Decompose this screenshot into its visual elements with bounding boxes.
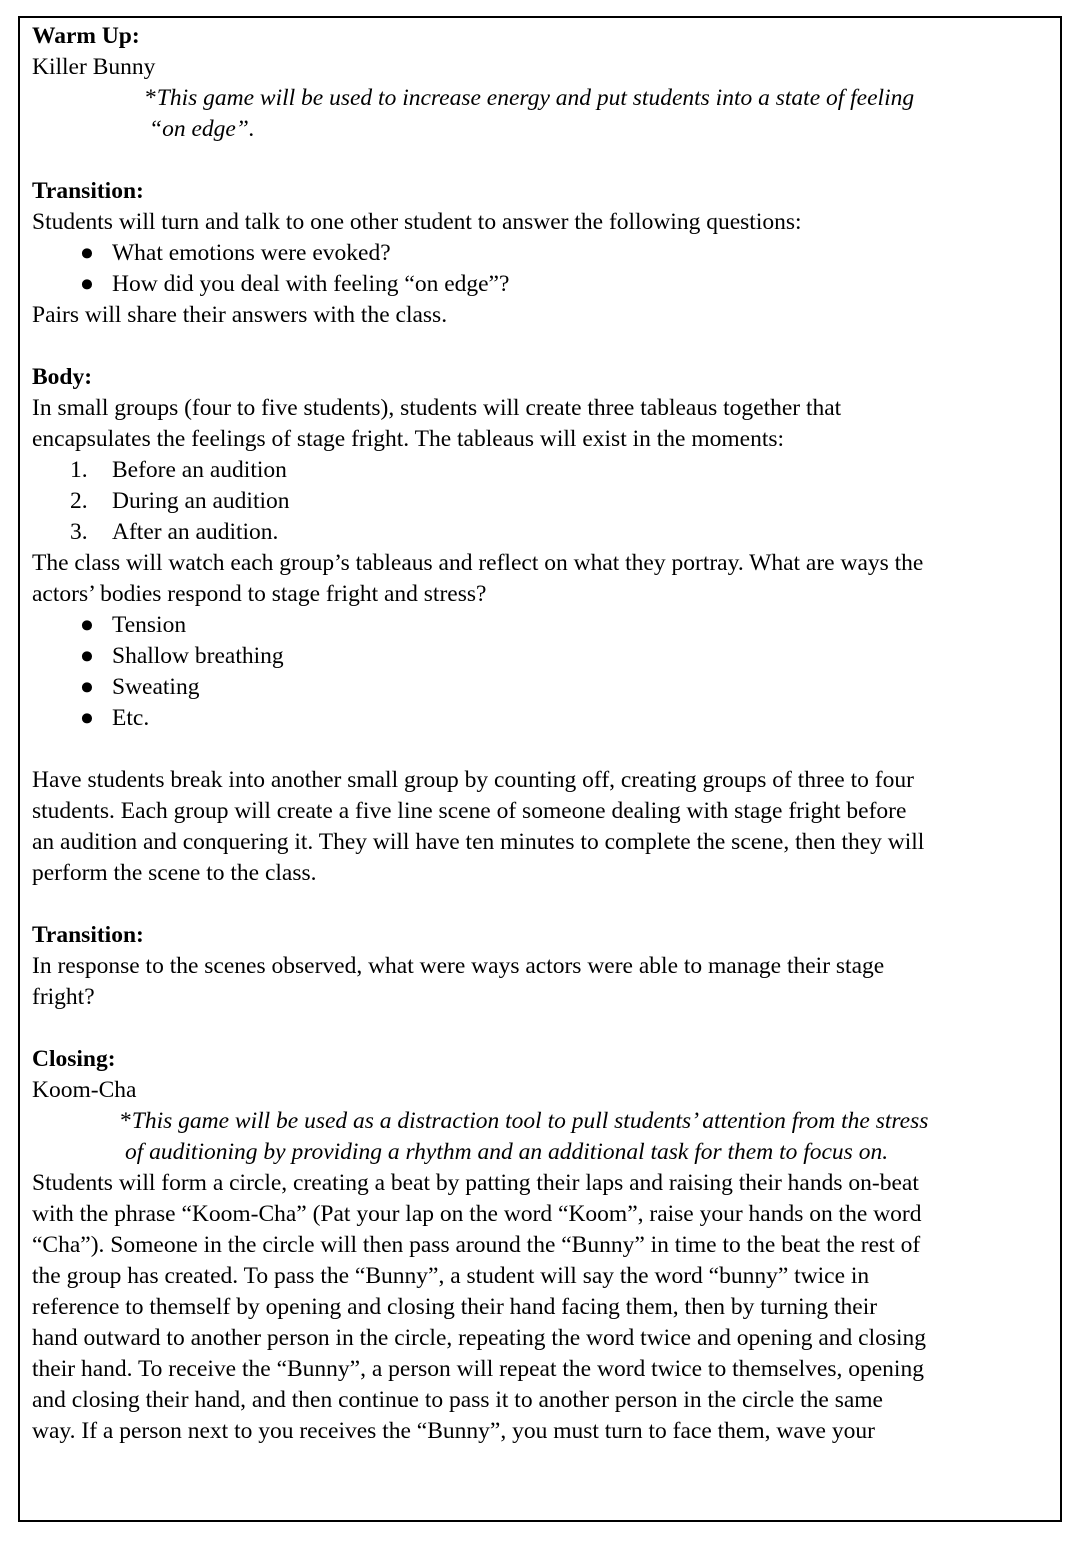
moment-list-item	[32, 486, 1056, 517]
bullet-icon: ●	[79, 612, 95, 638]
body-reflect-line: actors’ bodies respond to stage fright and stress?	[32, 581, 487, 607]
question-text: How did you deal with feeling “on edge”?	[112, 271, 510, 297]
closing-line: way. If a person next to you receives the “Bunny”, you must turn to face them, wave your	[32, 1418, 875, 1444]
transition-outro: Pairs will share their answers with the class.	[32, 302, 448, 328]
bullet-icon: ●	[79, 705, 95, 731]
closing-line: with the phrase “Koom-Cha” (Pat your lap on the word “Koom”, raise your hands on the word	[32, 1201, 922, 1227]
closing-line: hand outward to another person in the circle, repeating the word twice and opening and closing	[32, 1325, 927, 1351]
closing-note-star: *	[120, 1108, 132, 1134]
moment-text: After an audition.	[112, 519, 279, 545]
warmup-heading: Warm Up:	[32, 23, 140, 49]
closing-note-line-2: of auditioning by providing a rhythm and an additional task for them to focus on.	[125, 1139, 889, 1165]
question-list-item	[32, 238, 1056, 269]
moment-text: Before an audition	[112, 457, 287, 483]
body-reflect-line: The class will watch each group’s tableaus and reflect on what they portray. What are ways the	[32, 550, 924, 576]
warmup-note-text-1: This game will be used to increase energy and put students into a state of feeling	[156, 85, 915, 111]
closing-line: and closing their hand, and then continue to pass it to another person in the circle the same	[32, 1387, 883, 1413]
list-number: 3.	[70, 519, 88, 545]
moment-list-item	[32, 517, 1056, 548]
transition-intro: Students will turn and talk to one other student to answer the following questions:	[32, 209, 802, 235]
warmup-game-name: Killer Bunny	[32, 54, 156, 80]
question-text: What emotions were evoked?	[112, 240, 391, 266]
response-list-item	[32, 610, 1056, 641]
question-list-item	[32, 269, 1056, 300]
body-intro-line: encapsulates the feelings of stage fright. The tableaus will exist in the moments:	[32, 426, 785, 452]
list-number: 1.	[70, 457, 88, 483]
response-text: Shallow breathing	[112, 643, 284, 669]
body-scene-line: perform the scene to the class.	[32, 860, 317, 886]
transition-heading: Transition:	[32, 178, 144, 204]
moment-list-item	[32, 455, 1056, 486]
closing-line: reference to themself by opening and closing their hand facing them, then by turning their	[32, 1294, 878, 1320]
transition-heading: Transition:	[32, 922, 144, 948]
document-page	[18, 16, 1062, 1522]
list-number: 2.	[70, 488, 88, 514]
warmup-note-line-2: “on edge”.	[149, 116, 255, 142]
closing-heading: Closing:	[32, 1046, 116, 1072]
bullet-icon: ●	[79, 674, 95, 700]
closing-line: “Cha”). Someone in the circle will then pass around the “Bunny” in time to the beat the rest of	[32, 1232, 921, 1258]
closing-line: the group has created. To pass the “Bunny”, a student will say the word “bunny” twice in	[32, 1263, 870, 1289]
document-content	[32, 21, 1056, 1447]
closing-game-name: Koom-Cha	[32, 1077, 137, 1103]
response-text: Etc.	[112, 705, 150, 731]
closing-line: Students will form a circle, creating a beat by patting their laps and raising their hands on-beat	[32, 1170, 919, 1196]
response-list-item	[32, 672, 1056, 703]
transition-line: fright?	[32, 984, 95, 1010]
body-heading: Body:	[32, 364, 93, 390]
response-list-item	[32, 641, 1056, 672]
body-scene-line: students. Each group will create a five line scene of someone dealing with stage fright before	[32, 798, 907, 824]
bullet-icon: ●	[79, 240, 95, 266]
response-text: Tension	[112, 612, 187, 638]
response-text: Sweating	[112, 674, 200, 700]
closing-note-text-1: This game will be used as a distraction tool to pull students’ attention from the stress	[131, 1108, 929, 1134]
closing-line: their hand. To receive the “Bunny”, a person will repeat the word twice to themselves, opening	[32, 1356, 924, 1382]
bullet-icon: ●	[79, 271, 95, 297]
body-scene-line: Have students break into another small group by counting off, creating groups of three to four	[32, 767, 914, 793]
warmup-note-line-1	[32, 83, 1056, 114]
moment-text: During an audition	[112, 488, 290, 514]
transition-line: In response to the scenes observed, what were ways actors were able to manage their stage	[32, 953, 885, 979]
warmup-note-star: *	[145, 85, 157, 111]
closing-note-line-1	[32, 1106, 1056, 1137]
bullet-icon: ●	[79, 643, 95, 669]
response-list-item	[32, 703, 1056, 734]
body-scene-line: an audition and conquering it. They will have ten minutes to complete the scene, then they will	[32, 829, 925, 855]
body-intro-line: In small groups (four to five students), students will create three tableaus together that	[32, 395, 842, 421]
